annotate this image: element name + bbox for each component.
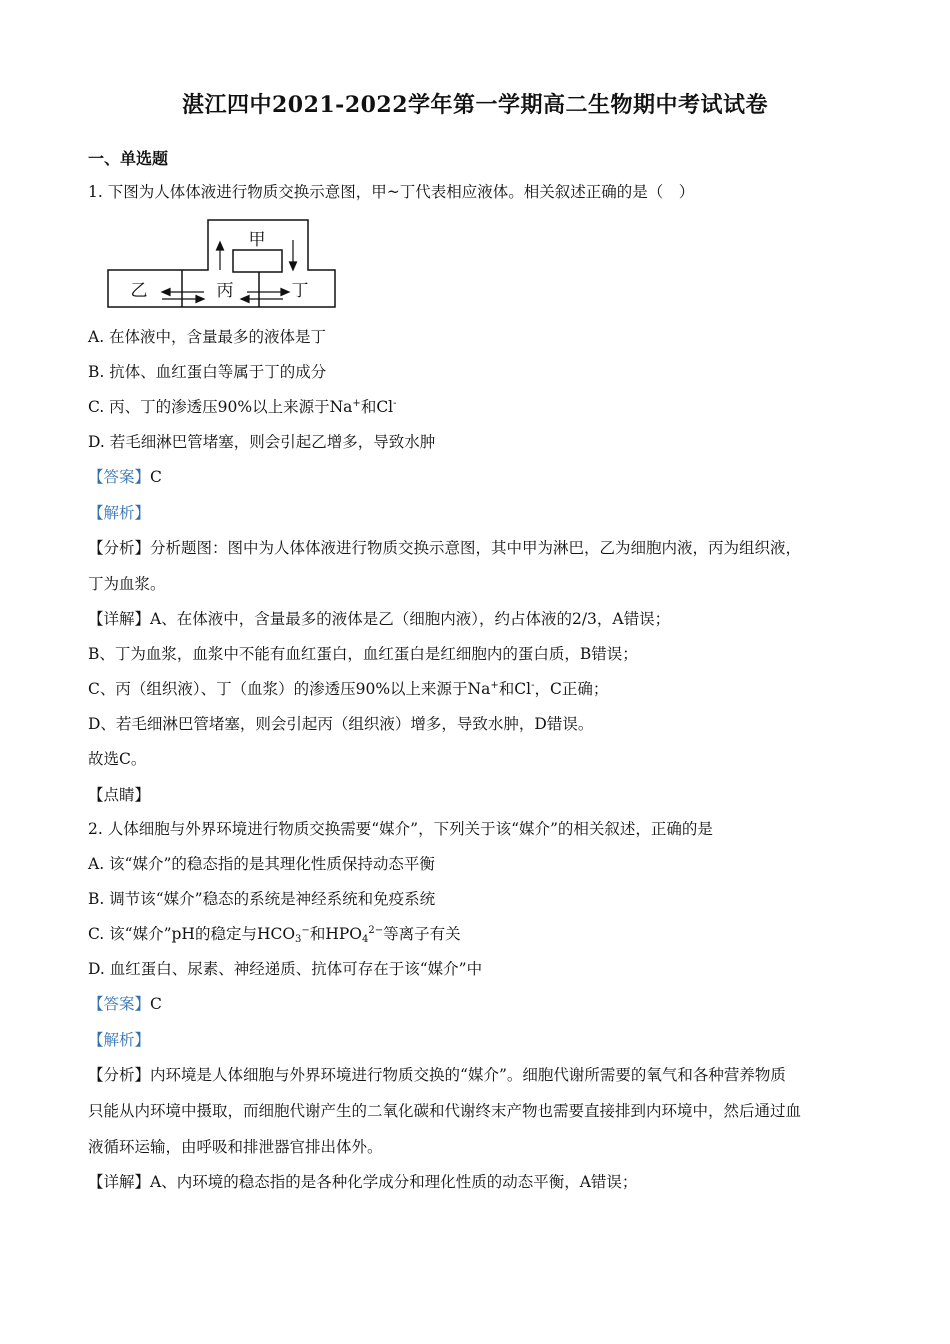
answer-tag: 【答案】 (88, 468, 151, 486)
q2-option-c: C. 该“媒介”pH的稳定与$HCO_3^-$和$HPO_4^{2-}$等离子有关 (88, 925, 461, 945)
q1-option-a: A. 在体液中，含量最多的液体是丁 (88, 328, 327, 346)
label-jia: 甲 (248, 230, 266, 250)
q1-fenxi-1: 【分析】分析题图：图中为人体体液进行物质交换示意图，其中甲为淋巴，乙为细胞内液，丙为组织液， (88, 539, 802, 557)
diagram-inner-box (233, 250, 282, 272)
arrow-down-head (290, 262, 297, 270)
q1-detail-d: D、若毛细淋巴管堵塞，则会引起丙（组织液）增多，导致水肿，D错误。 (88, 715, 594, 733)
q1-detail-b: B、丁为血浆，血浆中不能有血红蛋白，血红蛋白是红细胞内的蛋白质，B错误； (88, 645, 638, 663)
q2-fenxi-2: 只能从内环境中摄取，而细胞代谢产生的二氧化碳和代谢终末产物也需要直接排到内环境中，然后通过血 (88, 1102, 802, 1120)
q1-detail-c: C、丙（组织液）、丁（血浆）的渗透压90%以上来源于Na+和Cl-，C正确； (88, 680, 609, 698)
q2-option-a: A. 该“媒介”的稳态指的是其理化性质保持动态平衡 (88, 855, 435, 873)
q1-conclusion: 故选C。 (88, 750, 147, 768)
q2-option-b: B. 调节该“媒介”稳态的系统是神经系统和免疫系统 (88, 890, 436, 908)
q1-answer: 【答案】C (88, 468, 162, 486)
page-title: 湛江四中2021-2022学年第一学期高二生物期中考试试卷 (181, 92, 769, 118)
q2-answer: 【答案】C (88, 995, 162, 1013)
q1-option-c: C. 丙、丁的渗透压90%以上来源于Na+和Cl- (88, 398, 397, 416)
answer-tag: 【答案】 (88, 995, 151, 1013)
q2-stem: 2. 人体细胞与外界环境进行物质交换需要“媒介”，下列关于该“媒介”的相关叙述，正确的是 (88, 820, 713, 838)
q1-option-b: B. 抗体、血红蛋白等属于丁的成分 (88, 363, 327, 381)
q2-option-d: D. 血红蛋白、尿素、神经递质、抗体可存在于该“媒介”中 (88, 960, 483, 978)
q2-fenxi-1: 【分析】内环境是人体细胞与外界环境进行物质交换的“媒介”。细胞代谢所需要的氧气和各种营养物质 (88, 1066, 786, 1084)
q2-detail-a: 【详解】A、内环境的稳态指的是各种化学成分和理化性质的动态平衡，A错误； (88, 1173, 638, 1191)
q1-analysis-tag: 【解析】 (88, 504, 151, 522)
q1-option-d: D. 若毛细淋巴管堵塞，则会引起乙增多，导致水肿 (88, 433, 436, 451)
q1-stem: 1. 下图为人体体液进行物质交换示意图，甲~丁代表相应液体。相关叙述正确的是（ ） (88, 183, 695, 201)
q1-detail-a: 【详解】A、在体液中，含量最多的液体是乙（细胞内液），约占体液的2/3，A错误； (88, 610, 671, 628)
label-bing: 丙 (216, 281, 234, 301)
q2-fenxi-3: 液循环运输，由呼吸和排泄器官排出体外。 (88, 1138, 383, 1156)
q1-comment-tag: 【点睛】 (88, 786, 151, 804)
q2-analysis-tag: 【解析】 (88, 1031, 151, 1049)
arrow-up-head (217, 242, 224, 250)
section-heading: 一、单选题 (88, 149, 169, 168)
body-fluid-exchange-diagram (104, 214, 340, 310)
q1-fenxi-2: 丁为血浆。 (88, 575, 166, 593)
label-yi: 乙 (130, 281, 148, 301)
label-ding: 丁 (291, 281, 309, 301)
